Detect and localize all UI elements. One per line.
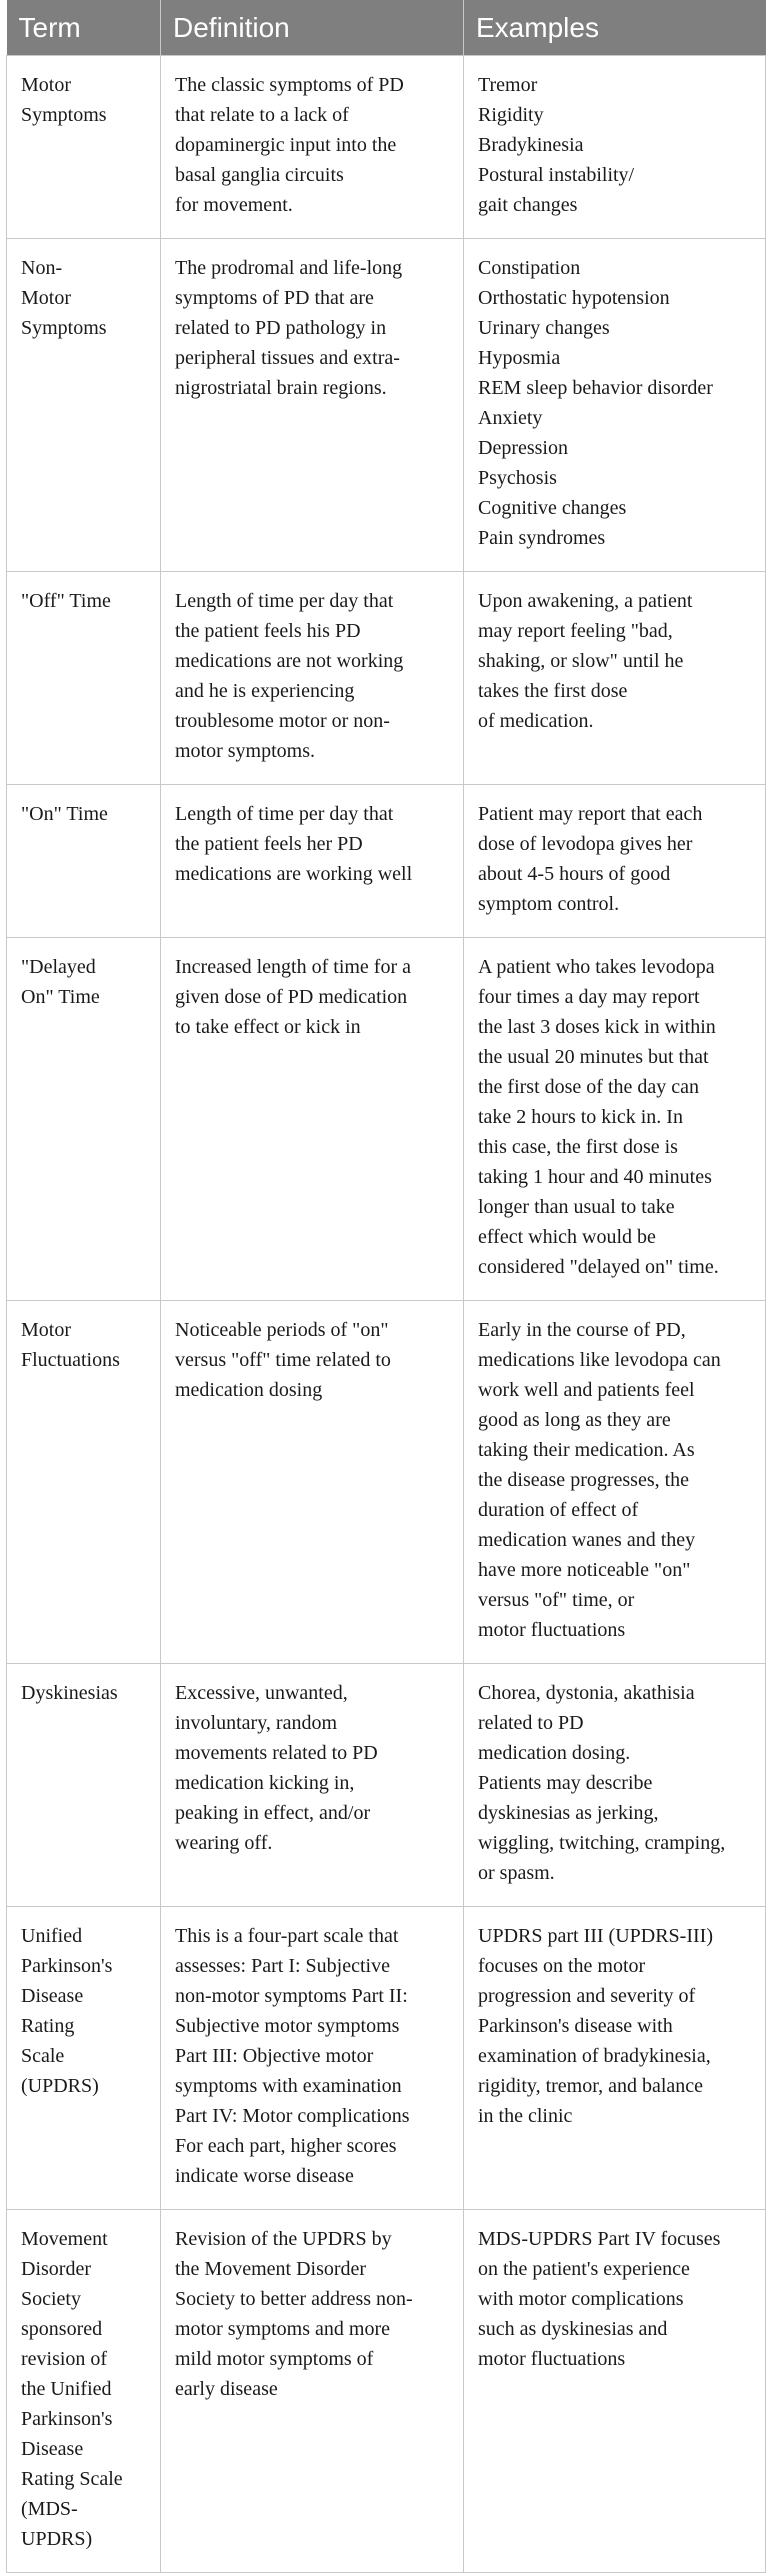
definition-line: peripheral tissues and extra- — [175, 347, 400, 369]
definition-line: early disease — [175, 2378, 278, 2400]
examples-line: Pain syndromes — [478, 527, 606, 549]
definition-cell — [161, 1664, 464, 1907]
examples-line: the first dose of the day can — [478, 1076, 700, 1098]
term-line: Symptoms — [21, 317, 107, 339]
examples-cell — [464, 785, 766, 938]
examples-line: Patients may describe — [478, 1772, 653, 1794]
definition-line: symptoms of PD that are — [175, 287, 374, 309]
examples-line: Early in the course of PD, — [478, 1319, 686, 1341]
examples-line: versus "of" time, or — [478, 1589, 635, 1611]
examples-line: taking their medication. As — [478, 1439, 695, 1461]
examples-line: medications like levodopa can — [478, 1349, 721, 1371]
examples-line: examination of bradykinesia, — [478, 2045, 711, 2067]
examples-line: Patient may report that each — [478, 803, 703, 825]
definition-line: Part III: Objective motor — [175, 2045, 374, 2067]
term-line: Motor — [21, 287, 71, 309]
term-line: Parkinson's — [21, 1955, 113, 1977]
examples-line: Upon awakening, a patient — [478, 590, 693, 612]
term-cell — [7, 572, 161, 785]
examples-line: symptom control. — [478, 893, 620, 915]
examples-line: Orthostatic hypotension — [478, 287, 670, 309]
table-row — [7, 1664, 766, 1907]
term-line: Fluctuations — [21, 1349, 120, 1371]
definition-cell — [161, 1907, 464, 2210]
examples-line: such as dyskinesias and — [478, 2318, 668, 2340]
table-row — [7, 938, 766, 1301]
definition-line: medications are working well — [175, 863, 413, 885]
header-row — [7, 0, 766, 56]
examples-line: Hyposmia — [478, 347, 561, 369]
definition-line: Length of time per day that — [175, 590, 394, 612]
examples-line: longer than usual to take — [478, 1196, 675, 1218]
examples-line: or spasm. — [478, 1862, 555, 1884]
examples-line: Tremor — [478, 74, 538, 96]
definition-line: involuntary, random — [175, 1712, 338, 1734]
definition-line: Subjective motor symptoms — [175, 2015, 400, 2037]
examples-line: rigidity, tremor, and balance — [478, 2075, 704, 2097]
definition-line: assesses: Part I: Subjective — [175, 1955, 390, 1977]
term-cell — [7, 2210, 161, 2573]
definition-line: Society to better address non- — [175, 2288, 413, 2310]
term-cell — [7, 1301, 161, 1664]
examples-line: related to PD — [478, 1712, 584, 1734]
definition-line: Revision of the UPDRS by — [175, 2228, 392, 2250]
definition-line: given dose of PD medication — [175, 986, 408, 1008]
examples-line: Bradykinesia — [478, 134, 584, 156]
term-line: Rating Scale — [21, 2468, 123, 2490]
examples-line: dyskinesias as jerking, — [478, 1802, 659, 1824]
definition-line: to take effect or kick in — [175, 1016, 361, 1038]
definition-cell — [161, 1301, 464, 1664]
examples-line: focuses on the motor — [478, 1955, 646, 1977]
term-line: "Off" Time — [21, 590, 111, 612]
pd-terms-table — [6, 0, 766, 2573]
header-examples: Examples — [464, 0, 766, 56]
examples-line: of medication. — [478, 710, 594, 732]
examples-line: duration of effect of — [478, 1499, 639, 1521]
term-line: On" Time — [21, 986, 100, 1008]
term-line: Non- — [21, 257, 63, 279]
definition-cell — [161, 239, 464, 572]
definition-line: related to PD pathology in — [175, 317, 387, 339]
term-line: Parkinson's — [21, 2408, 113, 2430]
term-line: Disease — [21, 2438, 84, 2460]
term-line: sponsored — [21, 2318, 103, 2340]
examples-line: progression and severity of — [478, 1985, 696, 2007]
term-line: Motor — [21, 74, 71, 96]
examples-line: may report feeling "bad, — [478, 620, 673, 642]
examples-line: Parkinson's disease with — [478, 2015, 673, 2037]
term-cell — [7, 1907, 161, 2210]
examples-line: gait changes — [478, 194, 578, 216]
examples-line: shaking, or slow" until he — [478, 650, 684, 672]
examples-line: this case, the first dose is — [478, 1136, 678, 1158]
definition-line: The prodromal and life-long — [175, 257, 403, 279]
definition-line: non-motor symptoms Part II: — [175, 1985, 408, 2007]
definition-line: Excessive, unwanted, — [175, 1682, 348, 1704]
examples-line: Urinary changes — [478, 317, 610, 339]
definition-line: versus "off" time related to — [175, 1349, 391, 1371]
examples-line: takes the first dose — [478, 680, 628, 702]
examples-line: motor fluctuations — [478, 2348, 626, 2370]
term-line: (MDS- — [21, 2498, 78, 2520]
term-line: Disorder — [21, 2258, 91, 2280]
examples-line: motor fluctuations — [478, 1619, 626, 1641]
term-cell — [7, 239, 161, 572]
examples-line: the disease progresses, the — [478, 1469, 690, 1491]
term-line: Movement — [21, 2228, 108, 2250]
examples-line: effect which would be — [478, 1226, 656, 1248]
term-line: "On" Time — [21, 803, 108, 825]
term-line: the Unified — [21, 2378, 112, 2400]
definition-line: the patient feels her PD — [175, 833, 363, 855]
examples-line: Constipation — [478, 257, 581, 279]
definition-line: motor symptoms. — [175, 740, 316, 762]
definition-line: movements related to PD — [175, 1742, 378, 1764]
definition-cell — [161, 938, 464, 1301]
definition-line: Increased length of time for a — [175, 956, 412, 978]
term-line: Dyskinesias — [21, 1682, 118, 1704]
examples-line: four times a day may report — [478, 986, 700, 1008]
examples-line: about 4-5 hours of good — [478, 863, 671, 885]
term-line: Society — [21, 2288, 81, 2310]
definition-line: dopaminergic input into the — [175, 134, 397, 156]
examples-line: on the patient's experience — [478, 2258, 690, 2280]
examples-line: with motor complications — [478, 2288, 684, 2310]
examples-line: Rigidity — [478, 104, 544, 126]
examples-cell — [464, 572, 766, 785]
table-row — [7, 1301, 766, 1664]
definition-line: and he is experiencing — [175, 680, 355, 702]
term-line: revision of — [21, 2348, 108, 2370]
examples-line: A patient who takes levodopa — [478, 956, 715, 978]
definition-line: Length of time per day that — [175, 803, 394, 825]
definition-line: for movement. — [175, 194, 293, 216]
examples-cell — [464, 239, 766, 572]
definition-line: The classic symptoms of PD — [175, 74, 404, 96]
examples-cell — [464, 938, 766, 1301]
examples-line: Depression — [478, 437, 568, 459]
header-definition: Definition — [161, 0, 464, 56]
definition-cell — [161, 2210, 464, 2573]
definition-cell — [161, 572, 464, 785]
definition-line: wearing off. — [175, 1832, 273, 1854]
examples-line: dose of levodopa gives her — [478, 833, 693, 855]
table-row — [7, 56, 766, 239]
term-cell — [7, 938, 161, 1301]
definition-line: basal ganglia circuits — [175, 164, 344, 186]
examples-line: Anxiety — [478, 407, 543, 429]
definition-cell — [161, 785, 464, 938]
definition-line: medication kicking in, — [175, 1772, 355, 1794]
term-line: Scale — [21, 2045, 65, 2067]
examples-line: wiggling, twitching, cramping, — [478, 1832, 726, 1854]
term-line: Motor — [21, 1319, 71, 1341]
definition-line: that relate to a lack of — [175, 104, 349, 126]
header-term: Term — [7, 0, 161, 56]
table-row — [7, 572, 766, 785]
examples-line: Cognitive changes — [478, 497, 627, 519]
term-line: Unified — [21, 1925, 83, 1947]
examples-line: Chorea, dystonia, akathisia — [478, 1682, 695, 1704]
definition-line: Noticeable periods of "on" — [175, 1319, 389, 1341]
table-row — [7, 2210, 766, 2573]
definition-line: This is a four-part scale that — [175, 1925, 399, 1947]
definition-line: the patient feels his PD — [175, 620, 361, 642]
examples-line: take 2 hours to kick in. In — [478, 1106, 683, 1128]
term-line: Disease — [21, 1985, 84, 2007]
examples-line: in the clinic — [478, 2105, 573, 2127]
definition-line: the Movement Disorder — [175, 2258, 367, 2280]
definition-line: mild motor symptoms of — [175, 2348, 374, 2370]
definition-line: motor symptoms and more — [175, 2318, 390, 2340]
examples-line: medication wanes and they — [478, 1529, 696, 1551]
definition-line: Part IV: Motor complications — [175, 2105, 410, 2127]
term-line: Rating — [21, 2015, 75, 2037]
table-row — [7, 785, 766, 938]
examples-line: have more noticeable "on" — [478, 1559, 691, 1581]
examples-cell — [464, 2210, 766, 2573]
examples-line: UPDRS part III (UPDRS-III) — [478, 1925, 713, 1947]
definition-line: symptoms with examination — [175, 2075, 402, 2097]
definition-line: medications are not working — [175, 650, 404, 672]
term-line: (UPDRS) — [21, 2075, 99, 2097]
definition-line: troublesome motor or non- — [175, 710, 390, 732]
definition-line: peaking in effect, and/or — [175, 1802, 371, 1824]
table-body — [7, 56, 766, 2573]
definition-line: nigrostriatal brain regions. — [175, 377, 387, 399]
examples-line: work well and patients feel — [478, 1379, 695, 1401]
term-cell — [7, 1664, 161, 1907]
terms-table-container — [6, 0, 765, 2573]
definition-line: medication dosing — [175, 1379, 323, 1401]
table-row — [7, 239, 766, 572]
term-cell — [7, 785, 161, 938]
definition-line: For each part, higher scores — [175, 2135, 397, 2157]
examples-cell — [464, 1664, 766, 1907]
examples-line: MDS-UPDRS Part IV focuses — [478, 2228, 721, 2250]
examples-cell — [464, 1907, 766, 2210]
examples-line: Psychosis — [478, 467, 557, 489]
examples-line: good as long as they are — [478, 1409, 671, 1431]
term-cell — [7, 56, 161, 239]
examples-cell — [464, 56, 766, 239]
term-line: "Delayed — [21, 956, 96, 978]
examples-line: the last 3 doses kick in within — [478, 1016, 716, 1038]
examples-line: taking 1 hour and 40 minutes — [478, 1166, 712, 1188]
table-header — [7, 0, 766, 56]
examples-line: Postural instability/ — [478, 164, 635, 186]
term-line: UPDRS) — [21, 2528, 93, 2550]
examples-line: REM sleep behavior disorder — [478, 377, 713, 399]
table-row — [7, 1907, 766, 2210]
examples-line: medication dosing. — [478, 1742, 631, 1764]
examples-line: the usual 20 minutes but that — [478, 1046, 709, 1068]
term-line: Symptoms — [21, 104, 107, 126]
definition-line: indicate worse disease — [175, 2165, 354, 2187]
examples-cell — [464, 1301, 766, 1664]
definition-cell — [161, 56, 464, 239]
examples-line: considered "delayed on" time. — [478, 1256, 719, 1278]
